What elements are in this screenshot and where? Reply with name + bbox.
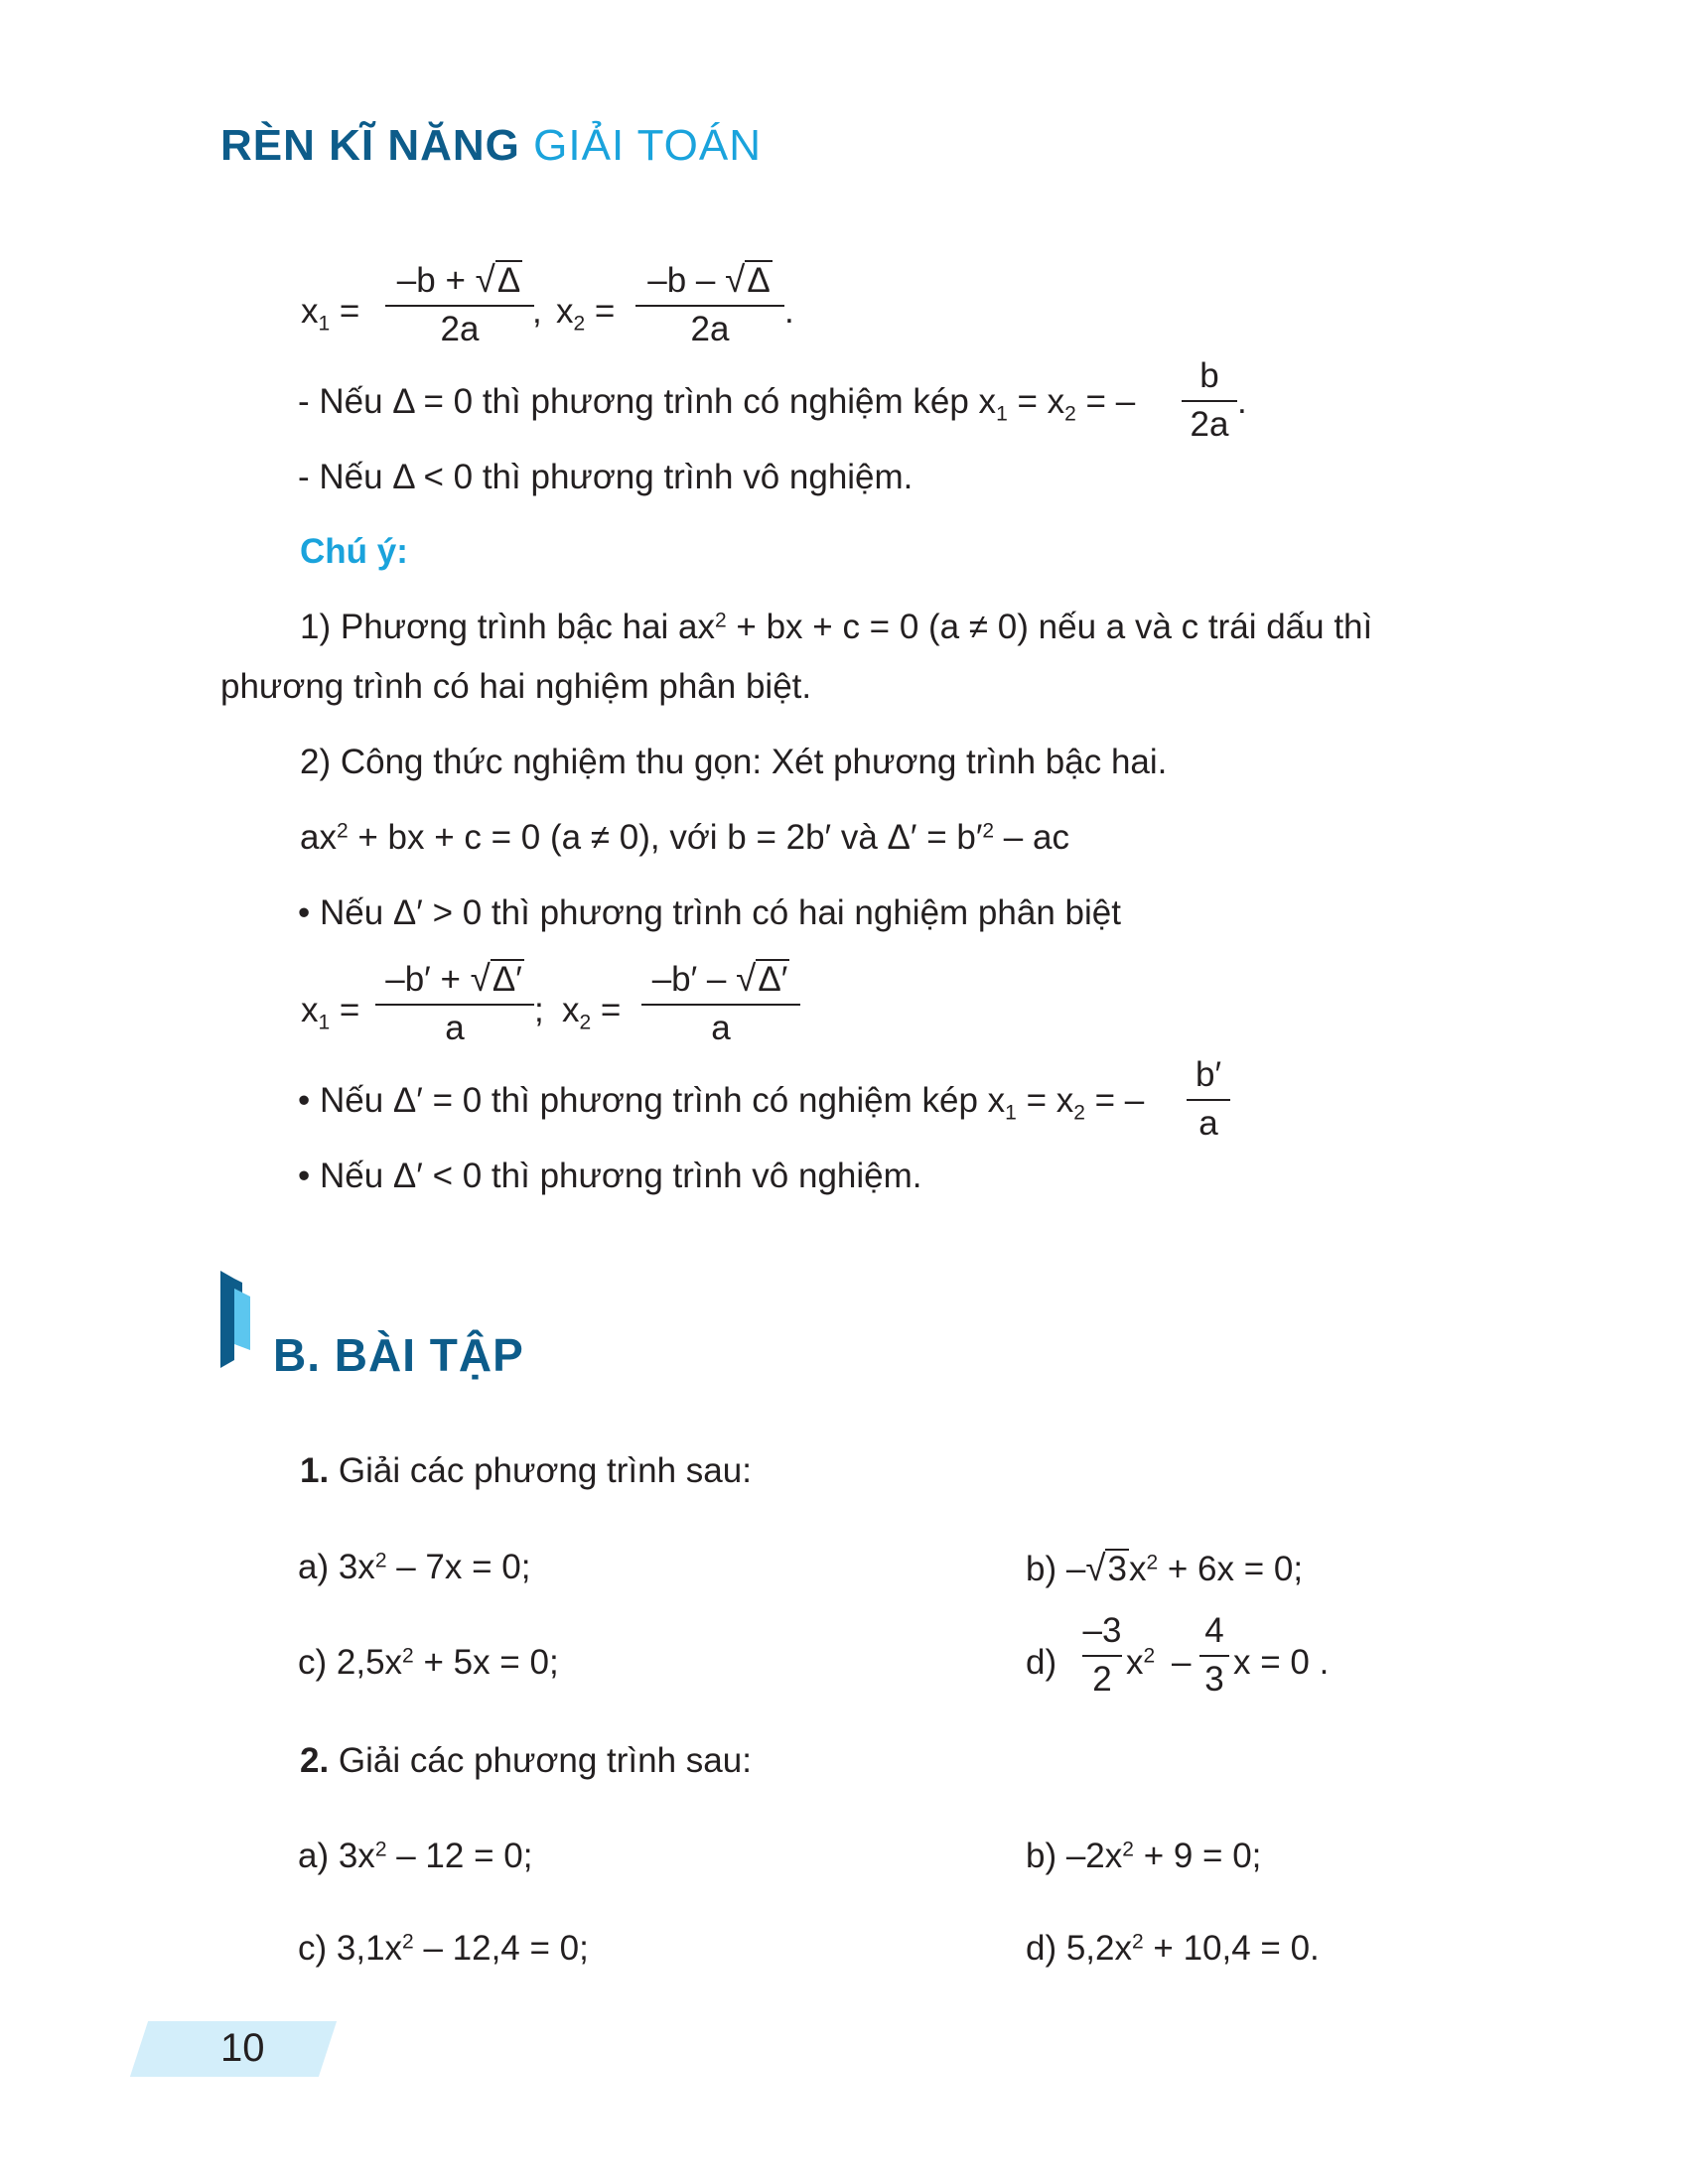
bullet-no-root: • Nếu Δ′ < 0 thì phương trình vô nghiệm. bbox=[298, 1157, 922, 1195]
exercise-2c: c) $3,1x^2 - 12,4 = 0$; bbox=[298, 1929, 589, 1968]
x2-label: $x_2$ = bbox=[556, 292, 616, 336]
exercise-1a: a) $3x^2 - 7x = 0$; bbox=[298, 1548, 531, 1586]
exercise-1-heading: 1. Giải các phương trình sau: bbox=[300, 1451, 752, 1490]
note-p2: 2) Công thức nghiệm thu gọn: Xét phương trình bậc hai. bbox=[300, 743, 1168, 781]
header-light: GIẢI TOÁN bbox=[533, 121, 763, 170]
exercise-2a: a) $3x^2 - 12 = 0$; bbox=[298, 1837, 533, 1875]
note-p1: 1) Phương trình bậc hai $ax^2$ + bx + c = 0 (a ≠ 0) nếu a và c trái dấu thì bbox=[300, 608, 1373, 646]
semicolon: ; bbox=[534, 991, 544, 1029]
section-title: B. BÀI TẬP bbox=[273, 1329, 524, 1381]
exercise-1d-label: d) bbox=[1026, 1643, 1057, 1682]
no-root-line: - Nếu Δ < 0 thì phương trình vô nghiệm. bbox=[298, 458, 914, 496]
exercise-1b: b) $-√3x^2 + 6x = 0$; bbox=[1026, 1548, 1304, 1588]
exercise-1d-tail: x = 0 . bbox=[1233, 1643, 1330, 1682]
bullet-double-root: • Nếu Δ′ = 0 thì phương trình có nghiệm kép $x_1 = x_2$ = – bbox=[298, 1081, 1145, 1125]
exercise-2b: b) $-2x^2 + 9 = 0$; bbox=[1026, 1837, 1262, 1875]
header-bold: RÈN KĨ NĂNG bbox=[220, 121, 520, 170]
exercise-2-heading: 2. Giải các phương trình sau: bbox=[300, 1741, 752, 1780]
section-marker-icon bbox=[220, 1271, 252, 1370]
bullet-two-roots: • Nếu Δ′ > 0 thì phương trình có hai nghiệm phân biệt bbox=[298, 893, 1121, 932]
comma: , bbox=[532, 292, 542, 331]
exercise-1d-fraction-1: –3 2 bbox=[1082, 1611, 1122, 1699]
exercise-1d-fraction-2: 4 3 bbox=[1199, 1612, 1229, 1699]
period: . bbox=[784, 292, 794, 331]
double-root-line: - Nếu Δ = 0 thì phương trình có nghiệm kép $x_1 = x_2$ = – bbox=[298, 382, 1136, 426]
note-title: Chú ý: bbox=[300, 532, 408, 571]
note-p3: $ax^2$ + bx + c = 0 (a ≠ 0), với b = 2b′ và $\Delta' = b'^2$ – ac bbox=[300, 818, 1069, 857]
double-root-reduced-fraction: b′ a bbox=[1187, 1056, 1230, 1143]
x1-fraction: –b + √Δ 2a bbox=[385, 260, 534, 348]
x1-label-reduced: $x_1$ = bbox=[301, 991, 360, 1034]
x2-fraction: –b – √Δ 2a bbox=[635, 260, 784, 348]
exercise-1d-x2: $x^2$ bbox=[1126, 1643, 1156, 1682]
exercise-1d-minus: – bbox=[1172, 1643, 1192, 1682]
x2-reduced-fraction: –b′ – √Δ′ a bbox=[641, 959, 800, 1047]
double-root-fraction: b 2a bbox=[1182, 357, 1237, 444]
period: . bbox=[1237, 382, 1247, 421]
running-header bbox=[220, 121, 762, 171]
x1-reduced-fraction: –b′ + √Δ′ a bbox=[375, 959, 534, 1047]
exercise-1c: c) $2,5x^2 + 5x = 0$; bbox=[298, 1643, 559, 1682]
exercise-2d: d) $5,2x^2 + 10,4 = 0$. bbox=[1026, 1929, 1320, 1968]
x1-label: $x_1$ = bbox=[301, 292, 360, 336]
x2-label-reduced: $x_2$ = bbox=[562, 991, 622, 1034]
note-p1-cont: phương trình có hai nghiệm phân biệt. bbox=[220, 667, 812, 706]
page-number: 10 bbox=[220, 2026, 265, 2070]
